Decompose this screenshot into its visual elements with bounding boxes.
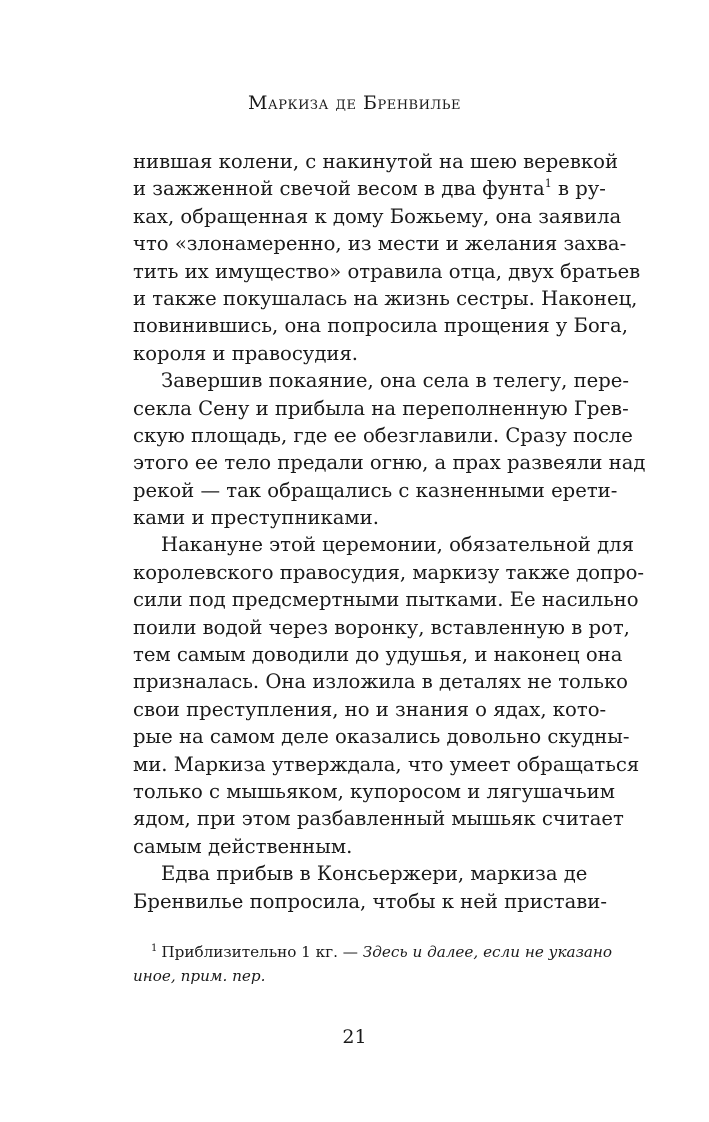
text-line	[133, 175, 606, 202]
footnote-italic: иное, прим. пер.	[133, 967, 266, 985]
running-head	[0, 92, 709, 114]
text-line: рекой — так обращались с казненными ерети-	[133, 478, 618, 502]
text-line: короля и правосудия.	[133, 341, 359, 365]
text-line: ядом, при этом разбавленный мышьяк считает	[133, 807, 624, 831]
footnote-line	[133, 964, 579, 988]
text-line: рые на самом деле оказались довольно скудны-	[133, 725, 630, 749]
text-line: скую площадь, где ее обезглавили. Сразу после	[133, 423, 633, 447]
page-number: 21	[342, 1026, 367, 1048]
footnote-marker: 1	[151, 943, 158, 954]
text-line: нившая колени, с накинутой на шею веревкой	[133, 150, 619, 173]
text-line: этого ее тело предали огню, а прах развеяли над	[133, 451, 646, 475]
text-fragment: в ру-	[551, 177, 606, 201]
text-line: тем самым доводили до удушья, и наконец она	[133, 643, 623, 667]
body-text	[133, 148, 646, 915]
running-title: Маркиза де Бренвилье	[247, 92, 462, 114]
footnote-text: Приблизительно 1 кг. —	[161, 943, 358, 961]
text-line: повинившись, она попросила прощения у Бога,	[133, 314, 628, 338]
text-line: Накануне этой церемонии, обязательной для	[161, 533, 634, 557]
text-line: королевского правосудия, маркизу также допро-	[133, 560, 645, 584]
text-line: тить их имущество» отравила отца, двух братьев	[133, 259, 641, 283]
text-line: самым действенным.	[133, 834, 353, 858]
text-line: только с мышьяком, купоросом и лягушачьим	[133, 779, 615, 803]
text-line: призналась. Она изложила в деталях не только	[133, 670, 628, 694]
text-line: сили под предсмертными пытками. Ее насильно	[133, 588, 639, 612]
text-line: что «злонамеренно, из мести и желания захва-	[133, 232, 627, 256]
footnote-italic: Здесь и далее, если не указано	[362, 943, 613, 961]
text-line: секла Сену и прибыла на переполненную Грев-	[133, 396, 629, 420]
footnote-reference: 1	[544, 177, 552, 191]
text-line: ками и преступниками.	[133, 506, 379, 530]
text-fragment: и зажженной свечой весом в два фунта	[133, 177, 545, 201]
footnote-line	[133, 940, 613, 964]
text-line: Едва прибыв в Консьержери, маркиза де	[161, 862, 588, 886]
text-line: ми. Маркиза утверждала, что умеет обращаться	[133, 752, 640, 776]
text-line: Бренвилье попросила, чтобы к ней пристави-	[133, 889, 607, 913]
text-line: и также покушалась на жизнь сестры. Наконец,	[133, 286, 638, 310]
text-line: ках, обращенная к дому Божьему, она заявила	[133, 204, 622, 228]
text-line: поили водой через воронку, вставленную в рот,	[133, 615, 630, 639]
text-line: Завершив покаяние, она села в телегу, пере-	[161, 369, 630, 393]
text-line: свои преступления, но и знания о ядах, кото-	[133, 697, 607, 721]
footnote	[133, 940, 613, 988]
